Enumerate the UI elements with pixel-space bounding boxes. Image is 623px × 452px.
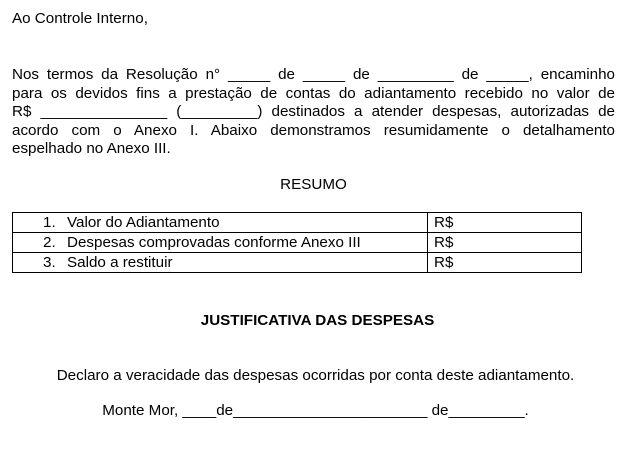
summary-item-cell [13, 253, 428, 273]
paragraph-line: espelhado no Anexo III. [12, 140, 171, 157]
summary-item-cell [13, 233, 428, 253]
paragraph-line: R$ _______________ (_________) destinados a atender despesas, autorizadas de [12, 103, 615, 120]
table-row [13, 213, 582, 233]
paragraph-line: Nos termos da Resolução n° _____ de _____ de _________ de _____, encaminho [12, 66, 615, 83]
summary-item-label: Despesas comprovadas conforme Anexo III [67, 234, 361, 251]
summary-item-cell [13, 213, 428, 233]
paragraph-line: acordo com o Anexo I. Abaixo demonstramos resumidamente o detalhamento [12, 121, 615, 139]
summary-title: RESUMO [280, 176, 347, 193]
declaration-text: Declaro a veracidade das despesas ocorridas por conta deste adiantamento. [56, 367, 575, 384]
paragraph-line: para os devidos fins a prestação de contas do adiantamento recebido no valor de [12, 84, 615, 102]
summary-item-label: Valor do Adiantamento [67, 214, 220, 231]
summary-value-cell: R$ [428, 213, 582, 233]
table-row [13, 233, 582, 253]
summary-item-number: 1. [43, 214, 56, 231]
greeting-text: Ao Controle Interno, [12, 10, 148, 27]
summary-value-cell: R$ [428, 233, 582, 253]
place-date-line: Monte Mor, ____de_______________________ de_________. [102, 402, 529, 419]
table-row [13, 253, 582, 273]
intro-paragraph [12, 66, 615, 159]
summary-table [12, 212, 582, 273]
summary-item-number: 2. [43, 234, 56, 251]
summary-item-number: 3. [43, 254, 56, 271]
summary-value-cell: R$ [428, 253, 582, 273]
summary-item-label: Saldo a restituir [67, 254, 173, 271]
justification-title: JUSTIFICATIVA DAS DESPESAS [200, 312, 435, 329]
